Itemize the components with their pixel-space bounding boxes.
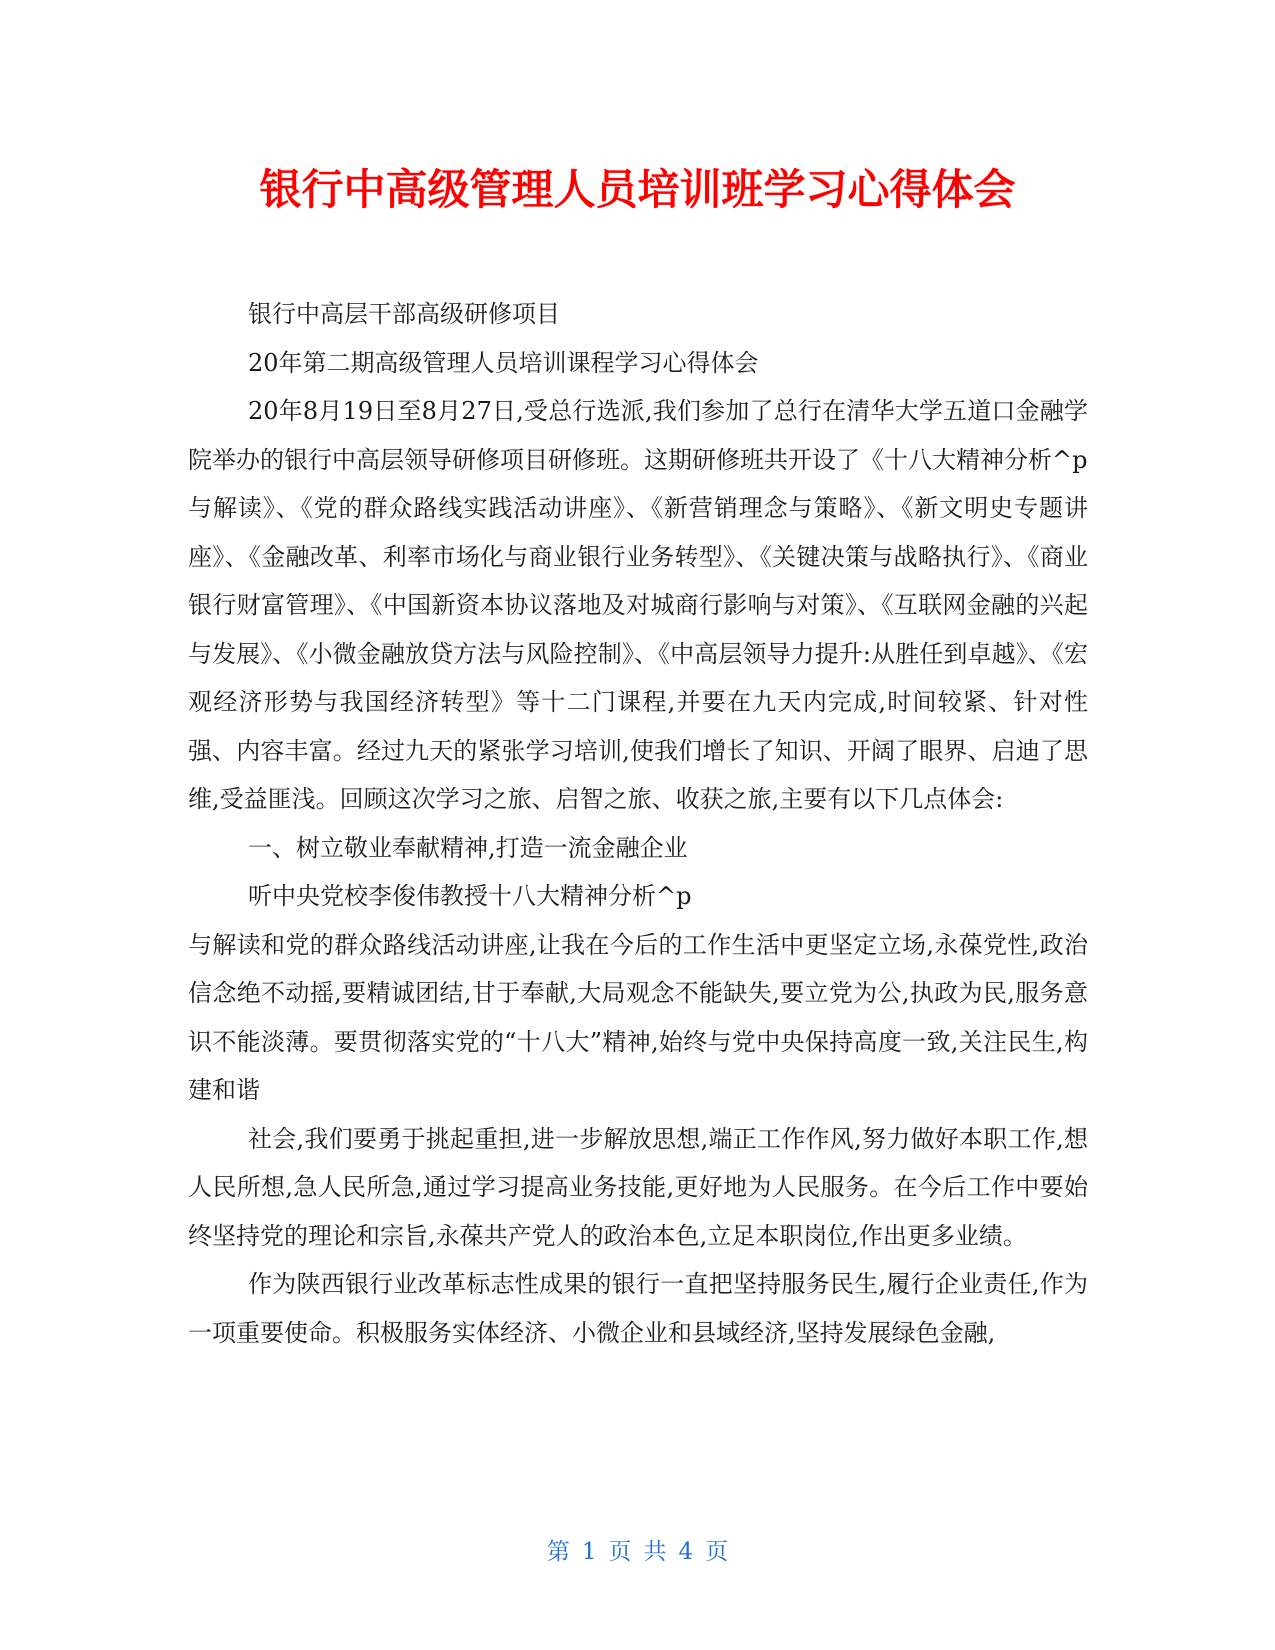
footer-total-label: 共 <box>643 1539 667 1565</box>
section-heading: 一、树立敬业奉献精神,打造一流金融企业 <box>248 833 688 862</box>
footer-page-unit: 页 <box>608 1539 632 1565</box>
footer-page-label: 第 <box>546 1539 570 1565</box>
footer-current-page: 1 <box>581 1539 597 1565</box>
footer-total-unit: 页 <box>705 1539 729 1565</box>
page-footer <box>0 1536 1275 1568</box>
document-title: 银行中高级管理人员培训班学习心得体会 <box>259 165 1016 214</box>
paragraph: 20年第二期高级管理人员培训课程学习心得体会 <box>248 348 759 377</box>
footer-total-pages: 4 <box>678 1539 694 1565</box>
paragraph: 20年8月19日至8月27日,受总行选派,我们参加了总行在清华大学五道口金融学院举办的银行中高层领导研修项目研修班。这期研修班共开设了《十八大精神分析^p <box>188 397 1088 474</box>
document-body <box>188 290 1088 1357</box>
paragraph: 作为陕西银行业改革标志性成果的银行一直把坚持服务民生,履行企业责任,作为一项重要使命。积极服务实体经济、小微企业和县域经济,坚持发展绿色金融, <box>188 1270 1088 1347</box>
paragraph: 社会,我们要勇于挑起重担,进一步解放思想,端正工作作风,努力做好本职工作,想人民所想,急人民所急,通过学习提高业务技能,更好地为人民服务。在今后工作中要始终坚持党的理论和宗旨,永葆共产党人的政治本色,立足本职岗位,作出更多业绩。 <box>188 1124 1088 1250</box>
paragraph: 听中央党校李俊伟教授十八大精神分析^p <box>248 882 692 910</box>
paragraph: 银行中高层干部高级研修项目 <box>248 300 560 328</box>
paragraph: 与解读》、《党的群众路线实践活动讲座》、《新营销理念与策略》、《新文明史专题讲座》、《金融改革、利率市场化与商业银行业务转型》、《关键决策与战略执行》、《商业银行财富管理》、《中国新资本协议落地及对城商行影响与对策》、《互联网金融的兴起与发展》、《小微金融放贷方法与风险控制》、《中高层领导力提升:从胜任到卓越》、《宏观经济形势与我国经济转型》等十二门课程,并要在九天内完成,时间较紧、针对性强、内容丰富。经过九天的紧张学习培训,使我们增长了知识、开阔了眼界、启迪了思维,受益匪浅。回顾这次学习之旅、启智之旅、收获之旅,主要有以下几点体会: <box>188 494 1088 813</box>
paragraph: 与解读和党的群众路线活动讲座,让我在今后的工作生活中更坚定立场,永葆党性,政治信念绝不动摇,要精诚团结,甘于奉献,大局观念不能缺失,要立党为公,执政为民,服务意识不能淡薄。要贯彻落实党的“十八大”精神,始终与党中央保持高度一致,关注民生,构建和谐 <box>188 930 1088 1104</box>
